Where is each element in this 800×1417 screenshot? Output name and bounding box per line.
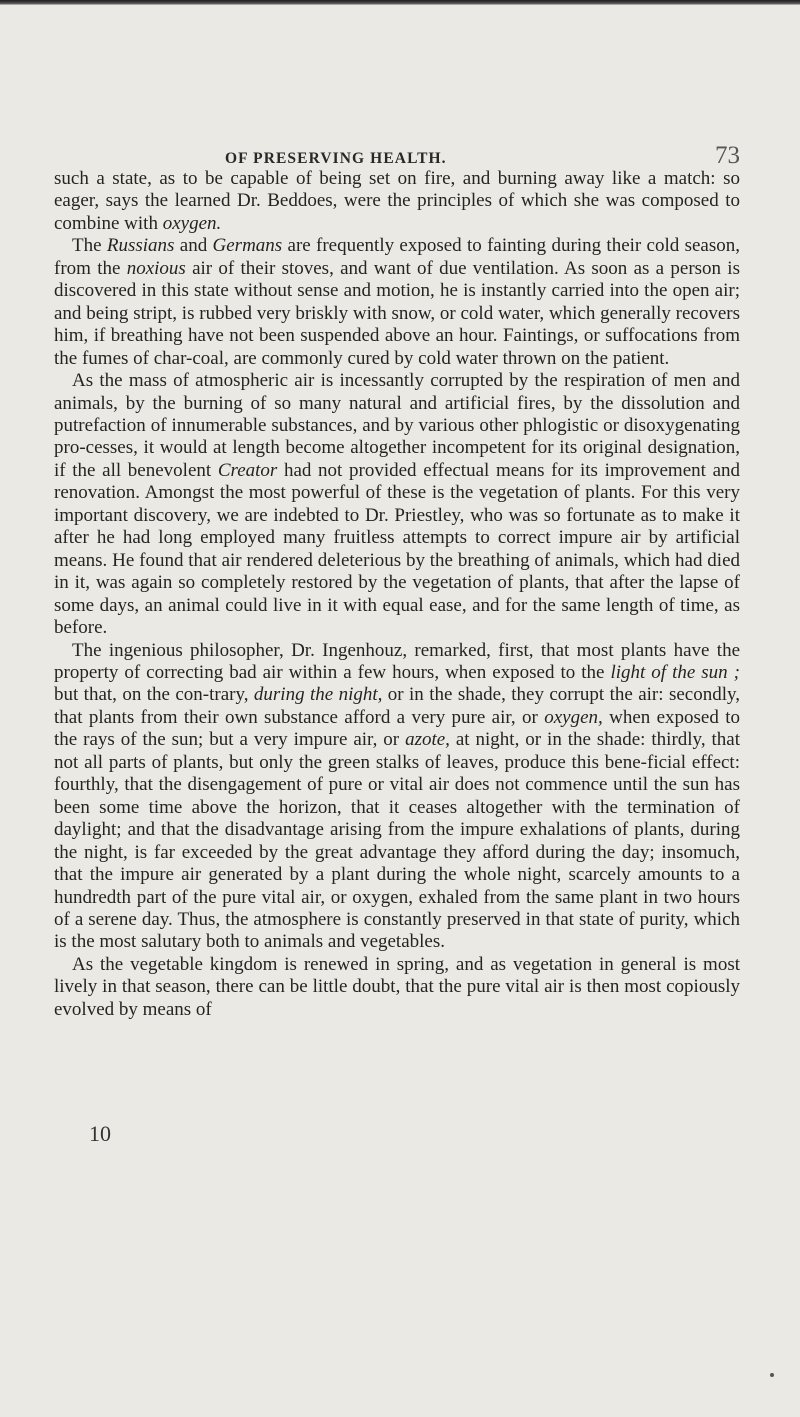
paragraph	[54, 640, 740, 954]
italic-text: Germans	[212, 235, 283, 257]
text-run: are frequently exposed to fainting during their cold season, from the	[54, 235, 740, 279]
text-run: As the mass of atmospheric air is incessantly corrupted by the respiration of men and animals, by the burning of so many natural and artificial fires, by the dissolution and putrefaction of innumerable substances, and by various other phlogistic or disoxygenating pro-cesses, it would at length become altogether incompetent for its original designation, if the all benevolent	[54, 370, 740, 481]
body-text	[54, 168, 740, 1021]
paragraph	[54, 954, 740, 1021]
italic-text: Creator	[217, 459, 278, 481]
text-run: The ingenious philosopher, Dr. Ingenhouz, remarked, first, that most plants have the property of correcting bad air within a few hours, when exposed to the	[54, 639, 740, 683]
text-run: or in the shade, they corrupt the air: secondly, that plants from their own substance afford a very pure air, or	[54, 684, 740, 728]
text-run: had not provided effectual means for its improvement and renovation. Amongst the most powerful of these is the vegetation of plants. For this very important discovery, we are indebted to Dr. Priestley, who was so fortunate as to make it after he had long employed many fruitless attempts to correct impure air by artificial means. He found that air rendered deleterious by the breathing of animals, which had died in it, was again so completely restored by the vegetation of plants, that after the lapse of some days, an animal could live in it with equal ease, and for the same length of time, as before.	[54, 459, 740, 639]
paragraph	[54, 235, 740, 370]
printer-signature-mark: 10	[89, 1121, 111, 1146]
italic-text: noxious	[126, 257, 186, 279]
text-run: but that, on the con-trary,	[54, 684, 254, 706]
text-run: As the vegetable kingdom is renewed in spring, and as vegetation in general is most lively in that season, there can be little doubt, that the pure vital air is then most copiously evolved by means of	[54, 953, 740, 1020]
italic-text: azote,	[405, 729, 450, 751]
text-run: such a state, as to be capable of being set on fire, and burning away like a match: so eager, says the learned Dr. Beddoes, were the principles of which she was composed to combine with	[54, 168, 740, 234]
text-run: and	[174, 235, 213, 257]
text-run: air of their stoves, and want of due ventilation. As soon as a person is discovered in this state without sense and motion, he is instantly carried into the open air; and being stript, is rubbed very briskly with snow, or cold water, which generally recovers him, if breathing have not been suspended above an hour. Faintings, or suffocations from the fumes of char-coal, are commonly cured by cold water thrown on the patient.	[54, 257, 740, 369]
paragraph	[54, 168, 740, 235]
running-head: OF PRESERVING HEALTH.	[225, 150, 447, 167]
italic-text: Russians	[106, 235, 175, 257]
text-run: when exposed to the rays of the sun; but a very impure air, or	[54, 706, 740, 751]
text-run: at night, or in the shade: thirdly, that not all parts of plants, but only the green stalks of leaves, produce this bene-ficial effect: fourthly, that the disengagement of pure or vital air does not commence until the sun has been some time above the horizon, that it ceases altogether with the termination of daylight; and that the disadvantage arising from the impure exhalations of plants, during the night, is far exceeded by the great advantage they afford during the day; insomuch, that the impure air generated by a plant during the whole night, scarcely amounts to a hundredth part of the pure vital air, or oxygen, exhaled from the same plant in two hours of a serene day. Thus, the atmosphere is constantly preserved in that state of purity, which is the most salutary both to animals and vegetables.	[54, 729, 741, 953]
italic-text: oxygen,	[544, 706, 603, 728]
ink-speck	[770, 1373, 774, 1377]
page-top-edge	[0, 0, 800, 5]
paragraph	[54, 370, 740, 639]
italic-text: light of the sun ;	[610, 661, 740, 683]
italic-text: during the night,	[253, 684, 383, 706]
page-number: 73	[715, 142, 740, 169]
page-header	[54, 142, 740, 170]
italic-text: oxygen.	[162, 212, 222, 234]
text-run: The	[72, 235, 107, 257]
